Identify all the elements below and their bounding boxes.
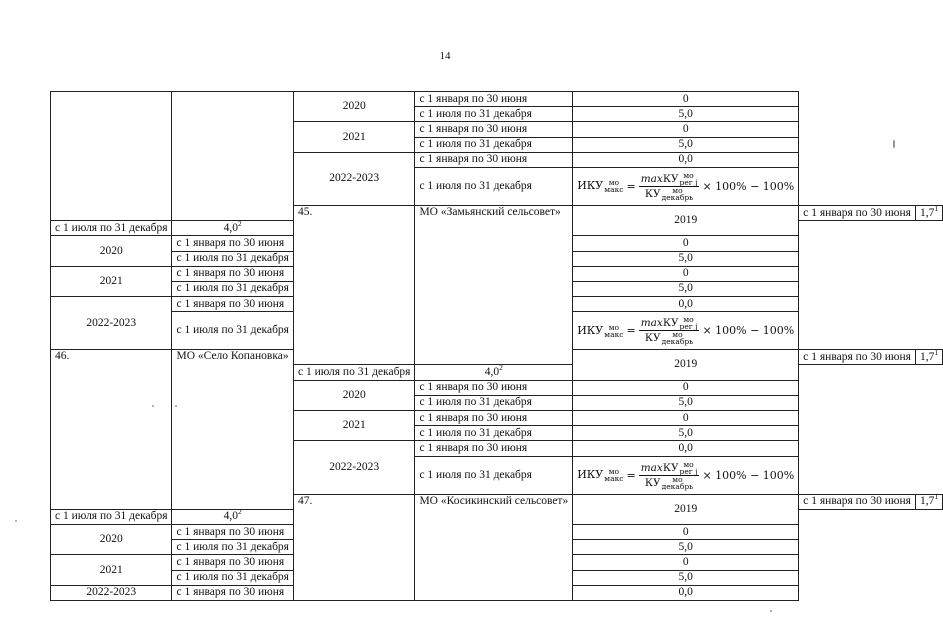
value-cell: 5,0 (573, 251, 799, 266)
value-cell: 0,0 (573, 585, 799, 600)
value-cell: 0 (573, 266, 799, 281)
table-row (51, 92, 943, 107)
value-cell: 0 (573, 524, 799, 539)
value-cell: 5,0 (573, 426, 799, 441)
year-cell: 2020 (51, 524, 172, 554)
max-index-formula: ИКУ мо макс = maxКУ мо рег j КУ мо декабрь × 100% − 100% (577, 170, 795, 202)
period-cell: с 1 июля по 31 декабря (415, 456, 573, 494)
value-cell: $1,7^1$ (915, 205, 942, 220)
period-cell: с 1 января по 30 июня (172, 524, 293, 539)
period-cell: с 1 января по 30 июня (415, 92, 573, 107)
year-cell: 2022-2023 (51, 585, 172, 600)
period-cell: с 1 июля по 31 декабря (51, 509, 172, 524)
max-index-formula: ИКУ мо макс = maxКУ мо рег j КУ мо декабрь × 100% − 100% (577, 459, 795, 491)
row-number-cell (51, 92, 172, 221)
formula-cell (573, 456, 799, 494)
scan-speck (770, 610, 772, 612)
period-cell: с 1 июля по 31 декабря (172, 570, 293, 585)
period-cell: с 1 июля по 31 декабря (415, 167, 573, 205)
value-cell: $4,0^2$ (172, 221, 293, 236)
page-number: 14 (439, 50, 451, 62)
value-cell: 5,0 (573, 570, 799, 585)
year-cell: 2021 (293, 122, 414, 152)
period-cell: с 1 января по 30 июня (172, 266, 293, 281)
municipality-cell: МО «Село Копановка» (172, 350, 293, 510)
municipality-cell (172, 92, 293, 221)
value-cell: $1,7^1$ (915, 494, 942, 509)
value-cell: 0,0 (573, 297, 799, 312)
tariff-index-table (50, 91, 943, 601)
period-cell: с 1 января по 30 июня (799, 350, 916, 365)
period-cell: с 1 июля по 31 декабря (415, 395, 573, 410)
year-cell: 2021 (51, 555, 172, 585)
value-cell: 0 (573, 411, 799, 426)
period-cell: с 1 июля по 31 декабря (172, 281, 293, 296)
period-cell: с 1 июля по 31 декабря (172, 540, 293, 555)
year-cell: 2022-2023 (293, 152, 414, 205)
scan-speck (893, 140, 895, 148)
value-cell: 0,0 (573, 152, 799, 167)
period-cell: с 1 июля по 31 декабря (415, 107, 573, 122)
period-cell: с 1 января по 30 июня (415, 380, 573, 395)
scan-speck (152, 405, 154, 407)
value-cell: 0 (573, 92, 799, 107)
value-cell: 5,0 (573, 395, 799, 410)
period-cell: с 1 января по 30 июня (172, 297, 293, 312)
period-cell: с 1 января по 30 июня (799, 205, 916, 220)
year-cell: 2020 (293, 380, 414, 410)
period-cell: с 1 января по 30 июня (172, 555, 293, 570)
row-number-cell: 45. (293, 205, 414, 365)
period-cell: с 1 января по 30 июня (415, 152, 573, 167)
year-cell: 2019 (573, 350, 799, 380)
value-cell: 0 (573, 122, 799, 137)
max-index-formula: ИКУ мо макс = maxКУ мо рег j КУ мо декабрь × 100% − 100% (577, 315, 795, 347)
value-cell: 0 (573, 380, 799, 395)
period-cell: с 1 июля по 31 декабря (415, 426, 573, 441)
period-cell: с 1 июля по 31 декабря (172, 251, 293, 266)
value-cell: 0 (573, 555, 799, 570)
year-cell: 2019 (573, 205, 799, 235)
year-cell: 2021 (293, 411, 414, 441)
formula-cell (573, 312, 799, 350)
period-cell: с 1 января по 30 июня (415, 411, 573, 426)
year-cell: 2021 (51, 266, 172, 296)
scan-speck (15, 520, 17, 522)
value-cell: 5,0 (573, 107, 799, 122)
year-cell: 2022-2023 (293, 441, 414, 494)
value-cell: 0 (573, 236, 799, 251)
row-number-cell: 47. (293, 494, 414, 600)
row-number-cell: 46. (51, 350, 172, 510)
period-cell: с 1 января по 30 июня (172, 236, 293, 251)
value-cell: 5,0 (573, 137, 799, 152)
period-cell: с 1 января по 30 июня (799, 494, 916, 509)
municipality-cell: МО «Замьянский сельсовет» (415, 205, 573, 365)
year-cell: 2020 (293, 92, 414, 122)
period-cell: с 1 июля по 31 декабря (293, 365, 414, 380)
formula-cell (573, 167, 799, 205)
period-cell: с 1 января по 30 июня (172, 585, 293, 600)
period-cell: с 1 июля по 31 декабря (172, 312, 293, 350)
value-cell: 5,0 (573, 281, 799, 296)
year-cell: 2020 (51, 236, 172, 266)
value-cell: 5,0 (573, 540, 799, 555)
value-cell: 0,0 (573, 441, 799, 456)
value-cell: $1,7^1$ (915, 350, 942, 365)
value-cell: $4,0^2$ (172, 509, 293, 524)
value-cell: $4,0^2$ (415, 365, 573, 380)
year-cell: 2022-2023 (51, 297, 172, 350)
period-cell: с 1 июля по 31 декабря (415, 137, 573, 152)
scan-speck (175, 405, 177, 407)
period-cell: с 1 января по 30 июня (415, 441, 573, 456)
period-cell: с 1 июля по 31 декабря (51, 221, 172, 236)
municipality-cell: МО «Косикинский сельсовет» (415, 494, 573, 600)
period-cell: с 1 января по 30 июня (415, 122, 573, 137)
year-cell: 2019 (573, 494, 799, 524)
